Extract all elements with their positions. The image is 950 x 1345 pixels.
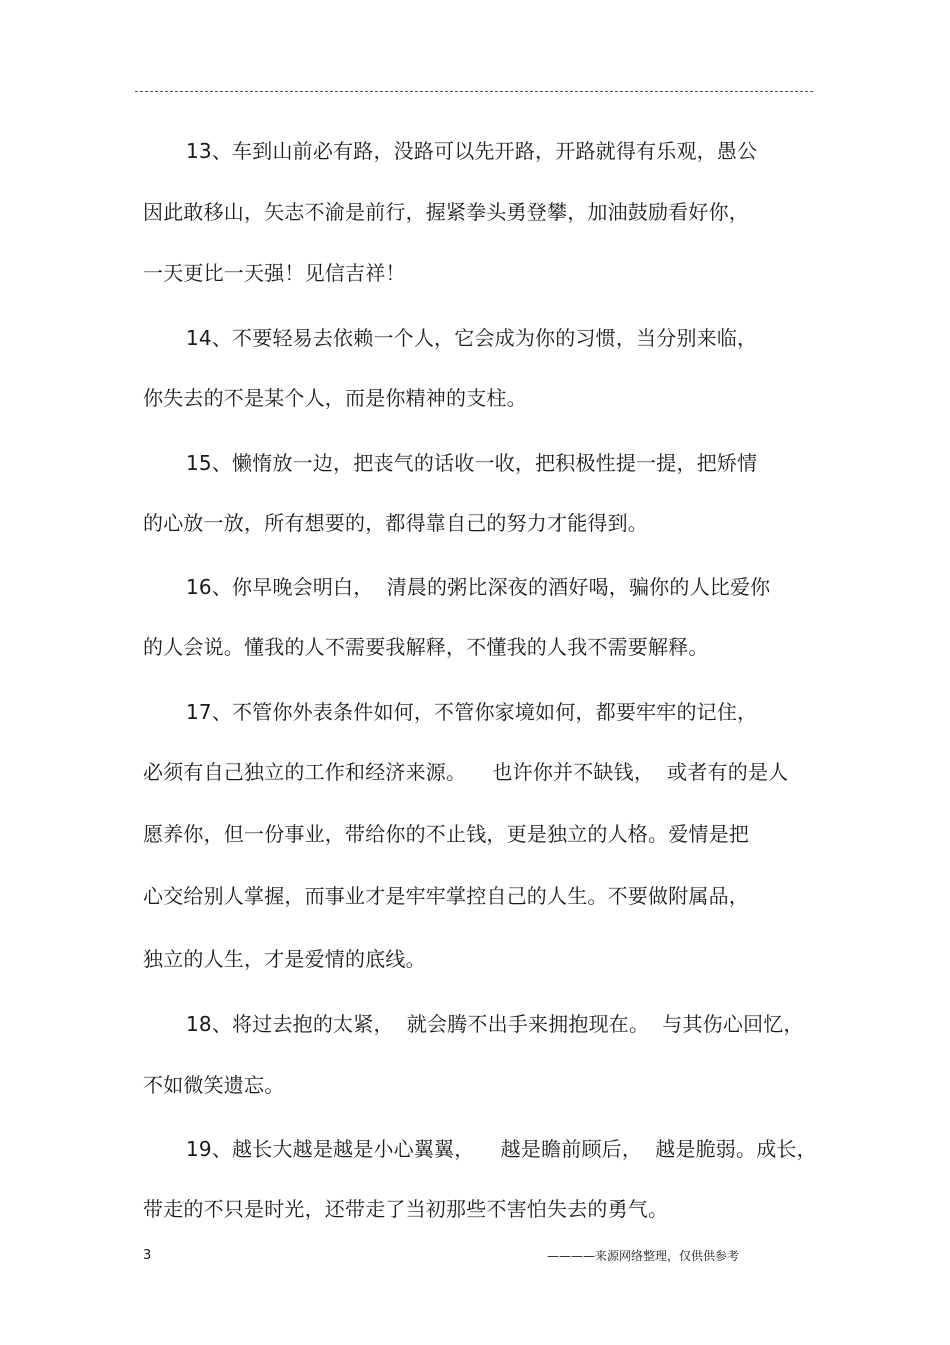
paragraph-17-line-5: 独立的人生，才是爱情的底线。	[143, 947, 426, 971]
paragraph-14-line-1: 14、不要轻易去依赖一个人，它会成为你的习惯，当分别来临，	[186, 326, 758, 350]
paragraph-17-line-4: 心交给别人掌握，而事业才是牢牢掌控自己的人生。不要做附属品，	[143, 884, 749, 908]
page-number: 3	[143, 1248, 152, 1263]
paragraph-13-line-2: 因此敢移山，矢志不渝是前行，握紧拳头勇登攀，加油鼓励看好你，	[143, 200, 749, 224]
paragraph-18-line-1: 18、将过去抱的太紧， 就会腾不出手来拥抱现在。 与其伤心回忆，	[186, 1012, 804, 1036]
paragraph-17-line-1: 17、不管你外表条件如何，不管你家境如何，都要牢牢的记住，	[186, 700, 758, 724]
footer-source-note: ————来源网络整理，仅供供参考	[547, 1249, 740, 1263]
paragraph-19-line-1: 19、越长大越是越是小心翼翼， 越是瞻前顾后， 越是脆弱。成长，	[186, 1137, 817, 1161]
paragraph-15-line-2: 的心放一放，所有想要的，都得靠自己的努力才能得到。	[143, 511, 648, 535]
paragraph-16-line-2: 的人会说。懂我的人不需要我解释，不懂我的人我不需要解释。	[143, 635, 709, 659]
paragraph-15-line-1: 15、懒惰放一边，把丧气的话收一收，把积极性提一提，把矫情	[186, 451, 758, 475]
paragraph-18-line-2: 不如微笑遗忘。	[143, 1073, 285, 1097]
paragraph-13-line-1: 13、车到山前必有路，没路可以先开路，开路就得有乐观，愚公	[186, 139, 758, 163]
paragraph-19-line-2: 带走的不只是时光，还带走了当初那些不害怕失去的勇气。	[143, 1197, 669, 1221]
paragraph-17-line-2: 必须有自己独立的工作和经济来源。 也许你并不缺钱， 或者有的是人	[143, 760, 789, 784]
paragraph-16-line-1: 16、你早晚会明白， 清晨的粥比深夜的酒好喝，骗你的人比爱你	[186, 575, 771, 599]
paragraph-17-line-3: 愿养你，但一份事业，带给你的不止钱，更是独立的人格。爱情是把	[143, 822, 749, 846]
paragraph-14-line-2: 你失去的不是某个人，而是你精神的支柱。	[143, 386, 527, 410]
paragraph-13-line-3: 一天更比一天强！见信吉祥！	[143, 261, 406, 285]
